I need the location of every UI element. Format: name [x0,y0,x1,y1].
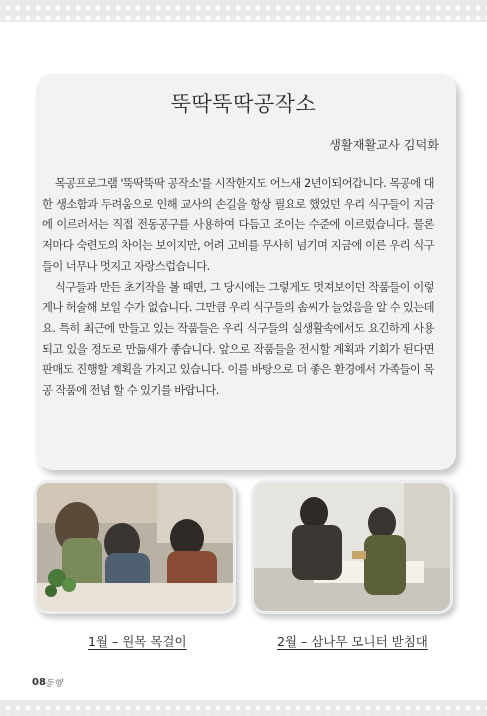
article-author: 생활재활교사 김덕화 [329,138,439,152]
article-body [42,174,434,402]
photo-caption-february: 2월 – 삼나무 모니터 받침대 [277,634,428,649]
photo-card-january [34,480,236,614]
photo-monitor-stand-workshop [254,483,450,611]
article-title: 뚝딱뚝딱공작소 [170,92,317,116]
top-dot-band [0,0,487,22]
photo-caption-january: 1월 – 원목 목걸이 [88,634,187,649]
photo-necklace-workshop [37,483,233,611]
article-paragraph: 목공프로그램 '뚝딱뚝딱 공작소'를 시작한지도 어느새 2년이되어갑니다. 목공에 대한 생소함과 두려움으로 인해 교사의 손길을 항상 필요로 했었던 우리 식구들이 지금에 이르러서는 직접 전동공구를 사용하여 다듬고 조이는 수준에 이르렀습니다. 물론 저마다 숙련도의 차이는 보이지만, 어려 고비를 무사히 넘기며 지금에 이른 우리 식구들이 너무나 멋지고 자랑스럽습니다. [42,177,434,273]
magazine-logo: 동행 [45,679,63,689]
article-paragraph: 식구들과 만든 초기작을 볼 때면, 그 당시에는 그렇게도 멋져보이던 작품들이 이렇게나 허술해 보일 수가 없습니다. 그만큼 우리 식구들의 솜씨가 늘었음을 알 수 있는데요. 특히 최근에 만들고 있는 작품들은 우리 식구들의 실생활속에서도 요긴하게 사용되고 있을 정도로 만듦새가 좋습니다. 앞으로 작품들을 전시할 계획과 기회가 된다면 판매도 진행할 계획을 가지고 있습니다. 이를 바탕으로 더 좋은 환경에서 가족들이 목공 작품에 전념 할 수 있기를 바랍니다. [42,280,434,398]
bottom-dot-band [0,700,487,716]
page-number: 08 [32,677,46,688]
photo-card-february [251,480,453,614]
